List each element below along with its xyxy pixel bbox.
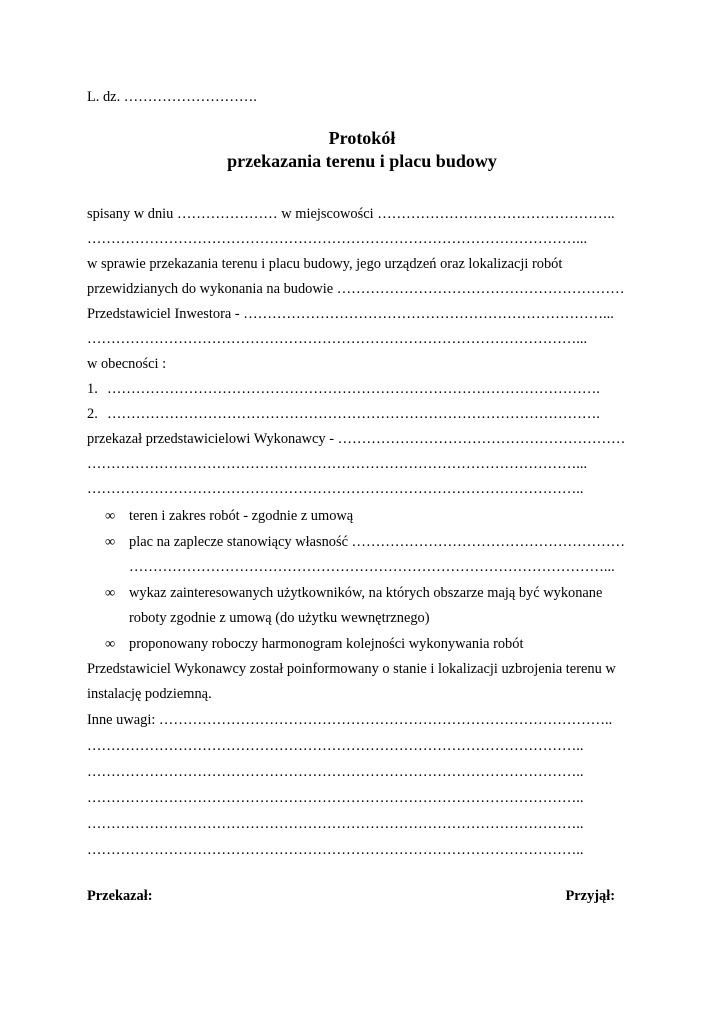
bullet-symbol: ∞ — [105, 508, 116, 524]
bullet-symbol: ∞ — [105, 585, 116, 601]
bullet-symbol: ∞ — [105, 534, 116, 550]
bullet-item: wykaz zainteresowanych użytkowników, na których obszarze mają być wykonane — [129, 585, 603, 601]
signature-handed-over: Przekazał: — [87, 888, 153, 904]
bullet-item: teren i zakres robót - zgodnie z umową — [129, 508, 354, 524]
bullet-item: proponowany roboczy harmonogram kolejności wykonywania robót — [129, 636, 524, 652]
date-place-line: spisany w dniu ………………… w miejscowości ………………………………………….. — [87, 206, 615, 222]
ref-number-line: L. dz. ………………………. — [87, 89, 257, 105]
construction-line: przewidzianych do wykonania na budowie …………………………………………………… — [87, 281, 625, 297]
info-line: instalację podziemną. — [87, 686, 212, 702]
document-subtitle: przekazania terenu i placu budowy — [227, 151, 497, 171]
contractor-rep-line: przekazał przedstawicielowi Wykonawcy - …………………………………………………… — [87, 431, 626, 447]
document-title: Protokół — [328, 128, 396, 148]
blank-line: …………………………………………………………………………………………... — [87, 331, 588, 347]
list-number: 2. — [87, 406, 98, 422]
blank-line: …………………………………………………………………………………………... — [87, 231, 588, 247]
investor-rep-line: Przedstawiciel Inwestora - …………………………………………………………………... — [87, 306, 614, 322]
remarks-line: Inne uwagi: ………………………………………………………………………………….. — [87, 712, 613, 728]
blank-line: ………………………………………………………………………………………….. — [87, 764, 584, 780]
subject-line: w sprawie przekazania terenu i placu budowy, jego urządzeń oraz lokalizacji robót — [87, 256, 563, 272]
present-person-line: …………………………………………………………………………………………. — [107, 406, 600, 422]
bullet-symbol: ∞ — [105, 636, 116, 652]
info-line: Przedstawiciel Wykonawcy został poinformowany o stanie i lokalizacji uzbrojenia terenu w — [87, 661, 616, 677]
blank-line: ………………………………………………………………………………………….. — [87, 738, 584, 754]
signature-received: Przyjął: — [565, 888, 615, 904]
present-label: w obecności : — [87, 356, 167, 372]
blank-line: ………………………………………………………………………………………….. — [87, 481, 584, 497]
blank-line: ………………………………………………………………………………………….. — [87, 842, 584, 858]
bullet-item: plac na zaplecze stanowiący własność ………………………………………………… — [129, 534, 625, 550]
present-person-line: …………………………………………………………………………………………. — [107, 381, 600, 397]
blank-line: ………………………………………………………………………………………….. — [87, 790, 584, 806]
blank-line: ………………………………………………………………………………………….. — [87, 816, 584, 832]
bullet-continuation: ………………………………………………………………………………………... — [129, 559, 615, 575]
bullet-continuation: roboty zgodnie z umową (do użytku wewnętrznego) — [129, 610, 430, 626]
list-number: 1. — [87, 381, 98, 397]
blank-line: …………………………………………………………………………………………... — [87, 456, 588, 472]
